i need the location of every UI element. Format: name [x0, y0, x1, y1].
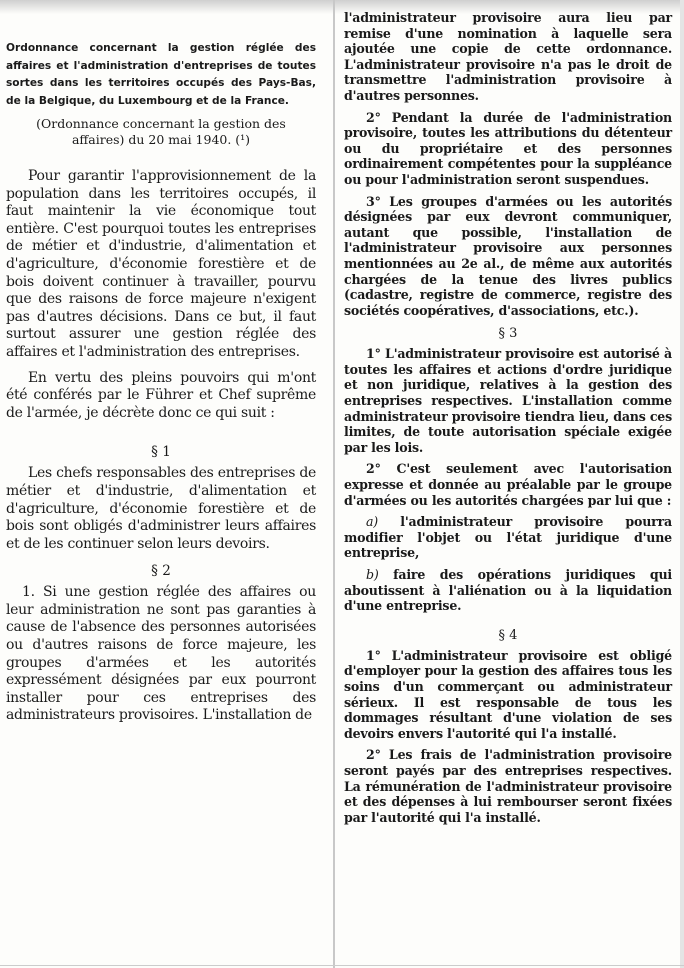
scan-bottom-edge	[0, 965, 684, 966]
section-4-paragraph-2: 2° Les frais de l'administration provisoire seront payés par des entreprises respectives. La rémunération de l'administrateur provisoire et des dépenses à lui rembourser seront fixées par l'autorité qui l'a installé.	[344, 747, 672, 825]
section-3-paragraph-1: 1° L'administrateur provisoire est autorisé à toutes les affaires et actions d'ordre juridique et non juridique, relatives à la gestion des entreprises respectives. L'installation comme administrateur provisoire tiendra lieu, dans ces limites, de toute autorisation spéciale exigée par les lois.	[344, 346, 673, 455]
left-column	[6, 0, 316, 725]
preamble-paragraph-1: Pour garantir l'approvisionnement de la population dans les territoires occupés, il faut maintenir la vie économique tout entière. C'est pourquoi toutes les entreprises de métier et d'industrie, d'alimentation et d'agriculture, d'économie forestière et de bois doivent continuer à travailler, pourvu que des raisons de force majeure n'exigent pas d'autres décisions. Dans ce but, il faut surtout assurer une gestion réglée des affaires et l'administration des entreprises.	[6, 168, 316, 360]
right-column	[344, 0, 672, 825]
section-4-paragraph-1: 1° L'administrateur provisoire est obligé d'employer pour la gestion des affaires tous les soins d'un commerçant ou administrateur sérieux. Il est responsable de tous les dommages résultant d'une violation de ses devoirs envers l'autorité qui l'a installé.	[344, 647, 672, 741]
ordinance-subtitle: (Ordonnance concernant la gestion des affaires) du 20 mai 1940. (¹)	[36, 116, 286, 147]
scan-right-edge	[680, 0, 684, 968]
ordinance-title: Ordonnance concernant la gestion réglée des affaires et l'administration d'entreprises de toutes sortes dans les territoires occupés des Pays-Bas, de la Belgique, du Luxembourg et de la France.	[6, 42, 316, 107]
section-3-item-a	[344, 514, 672, 561]
section-3-paragraph-2: 2° C'est seulement avec l'autorisation expresse et donnée au préalable par le groupe d'armées ou les autorités chargées par lui que :	[344, 461, 672, 508]
column-divider	[333, 0, 335, 968]
preamble-paragraph-2: En vertu des pleins pouvoirs qui m'ont été conférés par le Führer et Chef suprême de l'armée, je décrète donc ce qui suit :	[6, 369, 316, 421]
section-2-heading: § 2	[151, 563, 171, 580]
section-1-heading: § 1	[151, 444, 171, 461]
item-a-text: l'administrateur provisoire pourra modifier l'objet ou l'état juridique d'une entreprise,	[344, 514, 673, 561]
section-2-paragraph-3: 3° Les groupes d'armées ou les autorités désignées par eux devront communiquer, autant que possible, l'installation de l'administrateur provisoire aux personnes mentionnées au 2e al., de même aux autorités chargées de la tenue des livres publics (cadastre, registre de commerce, registre des sociétés coopératives, d'associations, etc.).	[344, 193, 672, 318]
section-3-item-b	[344, 567, 672, 614]
section-4-heading: § 4	[498, 627, 518, 643]
section-1-text: Les chefs responsables des entreprises de métier et d'industrie, d'alimentation et d'agriculture, d'économie forestière et de bois sont obligés d'administrer leurs affaires et de les continuer selon leurs devoirs.	[6, 465, 316, 552]
item-a-label: a)	[366, 514, 379, 530]
section-3-heading: § 3	[498, 326, 518, 342]
item-b-label: b)	[366, 567, 379, 582]
section-2-paragraph-1: 1. Si une gestion réglée des affaires ou leur administration ne sont pas garanties à cause de l'absence des personnes autorisées ou d'autres raisons de force majeure, les groupes d'armées et les autorités expressément désignées par eux pourront installer pour ces entreprises des administrateurs provisoires. L'installation de	[6, 584, 316, 724]
item-b-text: faire des opérations juridiques qui aboutissent à l'aliénation ou à la liquidation d'une entreprise.	[344, 567, 673, 614]
section-2-paragraph-2: 2° Pendant la durée de l'administration provisoire, toutes les attributions du détenteur ou du propriétaire et des personnes ordinairement compétentes pour la suppléance ou pour l'administration seront suspendues.	[344, 109, 672, 187]
section-2-continued: l'administrateur provisoire aura lieu par remise d'une nomination à laquelle sera ajoutée une copie de cette ordonnance. L'administrateur provisoire n'a pas le droit de transmettre l'administration provisoire à d'autres personnes.	[344, 10, 672, 103]
